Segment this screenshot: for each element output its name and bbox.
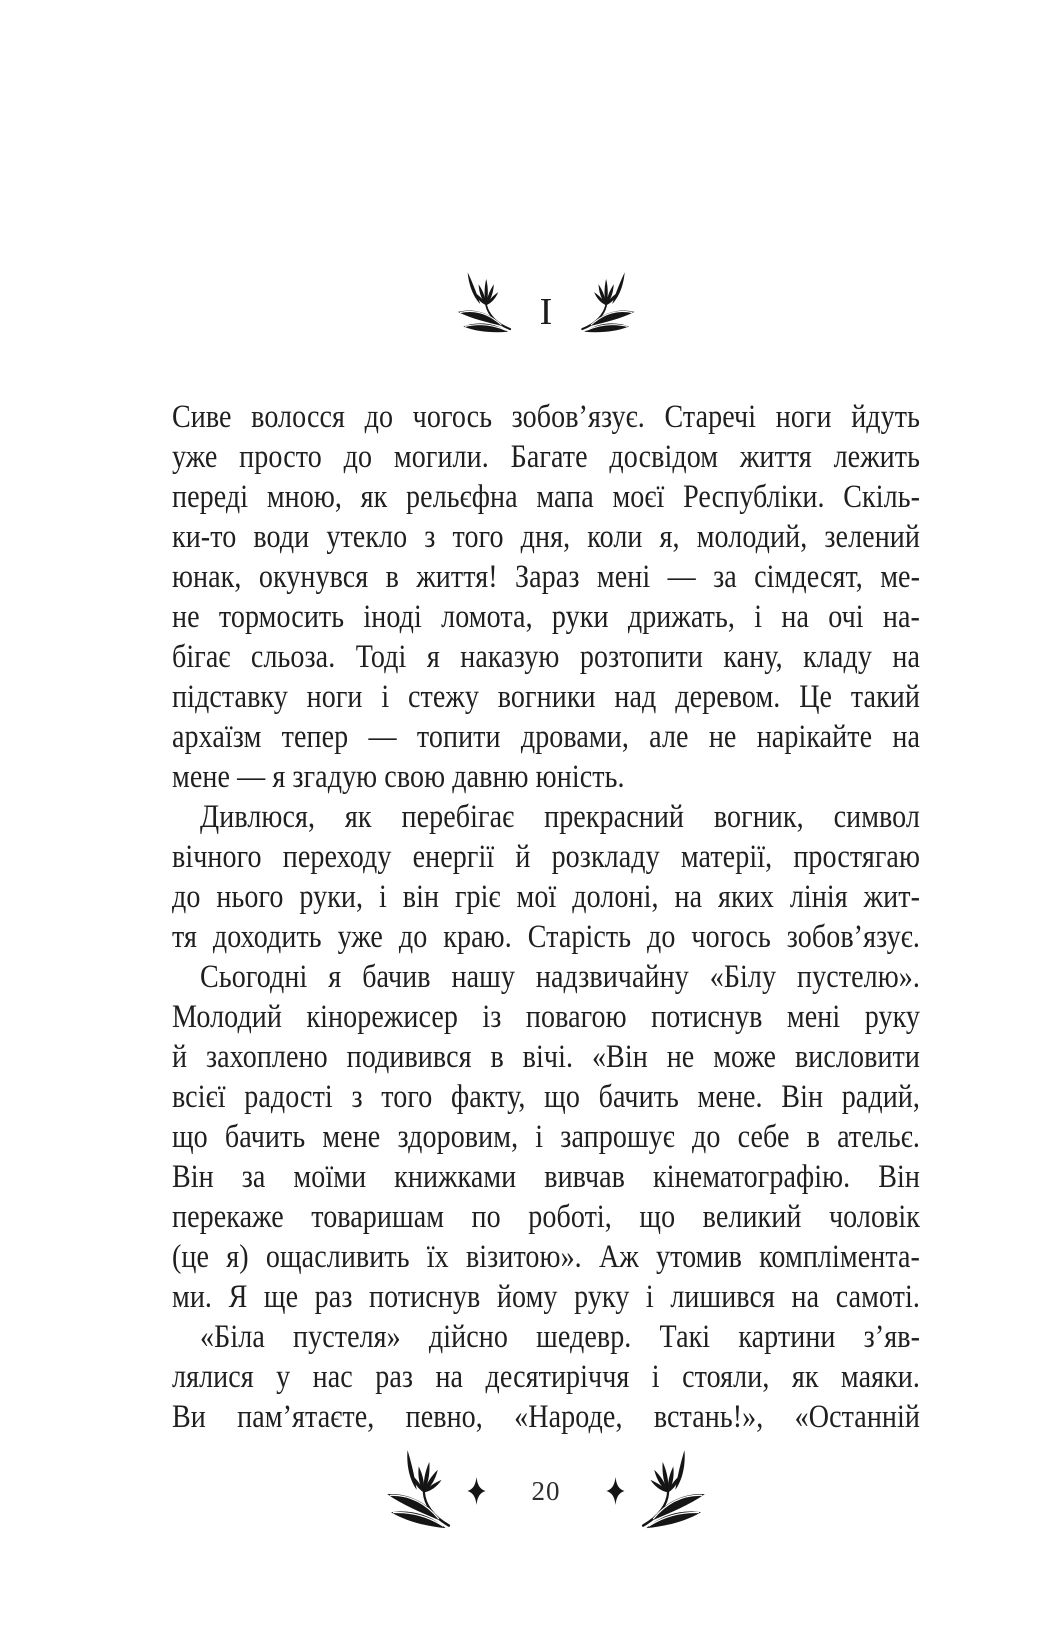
text-line: ки-то води утекло з того дня, коли я, молодий, зелений xyxy=(172,519,920,555)
four-pointed-star-icon xyxy=(468,1477,486,1505)
text-line: лялися у нас раз на десятиріччя і стояли, як маяки. xyxy=(172,1359,920,1395)
text-line: Сьогодні я бачив нашу надзвичайну «Білу пустелю». xyxy=(200,959,921,995)
paragraph xyxy=(172,1317,920,1437)
text-line: мене — я згадую свою давню юність. xyxy=(172,759,625,795)
text-line: юнак, окунувся в життя! Зараз мені — за сімдесят, ме- xyxy=(172,559,920,595)
paragraph xyxy=(172,797,920,957)
text-line: переді мною, як рельєфна мапа моєї Республіки. Скіль- xyxy=(172,479,920,515)
text-line: й захоплено подивився в вічі. «Він не може висловити xyxy=(172,1039,920,1075)
text-line: всієї радості з того факту, що бачить мене. Він радий, xyxy=(172,1079,920,1115)
paragraph xyxy=(172,957,920,1317)
text-line: підставку ноги і стежу вогники над деревом. Це такий xyxy=(172,679,920,715)
floral-sprig-icon xyxy=(631,1452,707,1530)
floral-sprig-icon xyxy=(576,271,636,337)
text-line: Молодий кінорежисер із повагою потиснув мені руку xyxy=(172,999,920,1035)
text-line: Сиве волосся до чогось зобов’язує. Старечі ноги йдуть xyxy=(172,399,920,435)
paragraph xyxy=(172,397,920,797)
four-pointed-star-icon xyxy=(607,1477,625,1505)
text-line: що бачить мене здоровим, і запрошує до себе в ательє. xyxy=(172,1119,920,1155)
text-line: перекаже товаришам по роботі, що великий чоловік xyxy=(172,1199,920,1235)
page-number: 20 xyxy=(531,1475,561,1506)
chapter-numeral: I xyxy=(539,291,553,333)
text-line: до нього руки, і він гріє мої долоні, на яких лінія жит- xyxy=(172,879,920,915)
text-line: ми. Я ще раз потиснув йому руку і лишився на самоті. xyxy=(172,1279,920,1315)
text-line: (це я) ощасливить їх візитою». Аж утомив комплімента- xyxy=(172,1239,920,1275)
text-line: не тормосить іноді ломота, руки дрижать, і на очі на- xyxy=(172,599,920,635)
text-line: бігає сльоза. Тоді я наказую розтопити кану, кладу на xyxy=(172,639,920,675)
text-line: уже просто до могили. Багате досвідом життя лежить xyxy=(172,439,920,475)
floral-sprig-icon xyxy=(456,271,516,337)
floral-sprig-icon xyxy=(386,1452,462,1530)
page-footer xyxy=(386,1452,707,1530)
chapter-heading xyxy=(456,270,637,337)
body-text xyxy=(172,397,920,1437)
text-line: вічного переходу енергії й розкладу матерії, простягаю xyxy=(172,839,920,875)
text-line: «Біла пустеля» дійсно шедевр. Такі картини з’яв- xyxy=(200,1319,921,1355)
text-line: Дивлюся, як перебігає прекрасний вогник, символ xyxy=(200,799,921,835)
text-line: Ви пам’ятаєте, певно, «Народе, встань!», «Останній xyxy=(172,1399,920,1435)
text-line: архаїзм тепер — топити дровами, але не нарікайте на xyxy=(172,719,920,755)
text-line: тя доходить уже до краю. Старість до чогось зобов’язує. xyxy=(172,919,920,955)
text-line: Він за моїми книжками вивчав кінематографію. Він xyxy=(172,1159,920,1195)
